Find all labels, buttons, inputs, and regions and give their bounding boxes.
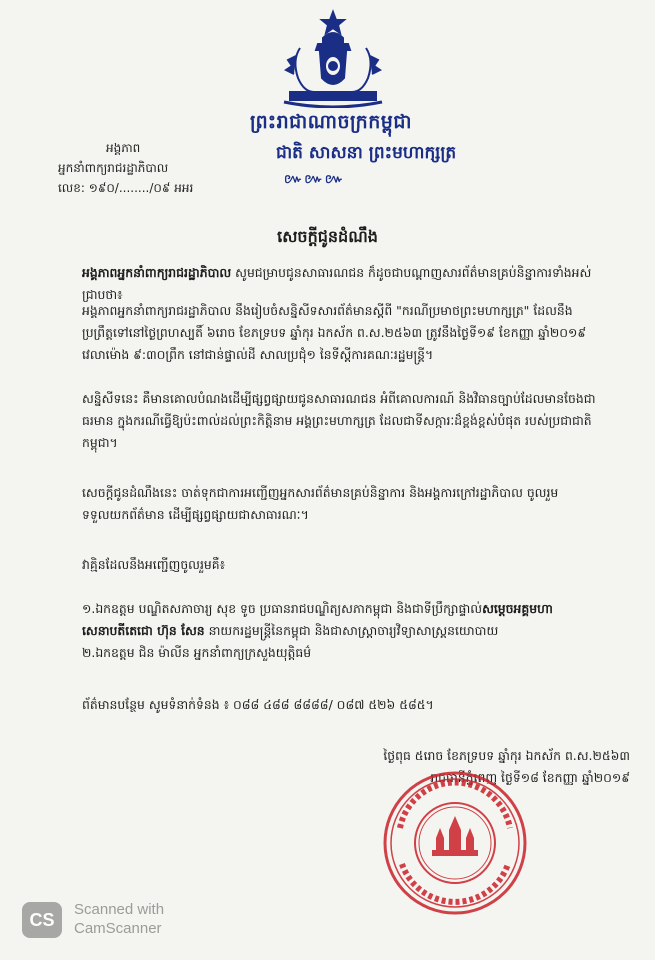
sender-institution: អង្គភាព xyxy=(106,141,141,155)
guest1-prefix: ១.ឯកឧត្តម បណ្ឌិតសភាចារ្យ សុខ ទូច ប្រធានរាជបណ្ឌិត្យសភាកម្ពុជា និងជាទីប្រឹក្សាផ្ទាល់ xyxy=(82,601,483,616)
kingdom-name: ព្រះរាជាណាចក្រកម្ពុជា xyxy=(250,111,412,133)
intro-rest: សូមជម្រាបជូនសាធារណជន ក៏ដូចជាបណ្ដាញសារព័ត៌មានគ្រប់និន្នាការទាំងអស់ជ្រាបថា៖ xyxy=(82,265,592,302)
sender-block xyxy=(58,138,193,198)
official-stamp-icon xyxy=(380,768,530,918)
watermark-line1: Scanned with xyxy=(74,901,165,918)
guest1-suffix: នាយករដ្ឋមន្ត្រីនៃកម្ពុជា និងជាសាស្ត្រាចារ្យវិទ្យាសាស្ត្រនយោបាយ xyxy=(204,623,499,638)
reference-number: ១៩០/........ xyxy=(88,181,150,195)
intro-bold-org: អង្គភាពអ្នកនាំពាក្យរាជរដ្ឋាភិបាល xyxy=(82,265,232,280)
paragraph-purpose xyxy=(82,388,602,454)
national-motto: ជាតិ សាសនា ព្រះមហាក្សត្រ xyxy=(276,143,457,163)
purpose-text: សន្និសីទនេះ គឺមានគោលបំណងដើម្បីផ្សព្វផ្សាយជូនសាធារណជន អំពីគោលការណ៍ និងវិធានច្បាប់ដែលមានចែងជាធរមាន ក្នុងករណីធ្វើឱ្យប៉ះពាល់ដល់ព្រះកិត្តិនាម អង្គព្រះមហាក្សត្រ ដែលជាទីសក្ការៈដ៏ខ្ពង់ខ្ពស់បំផុត របស់ប្រជាជាតិកម្ពុជា។ xyxy=(82,391,596,450)
paragraph-invitation xyxy=(82,482,602,526)
camscanner-logo-icon: CS xyxy=(22,902,62,938)
guests-heading: វាគ្មិនដែលនឹងអញ្ជើញចូលរួមគឺ៖ xyxy=(82,557,226,572)
solar-date: រាជធានីភ្នំពេញ ថ្ងៃទី១៨ ខែកញ្ញា ឆ្នាំ២០១៩ xyxy=(430,770,630,785)
watermark-line2: CamScanner xyxy=(74,920,162,937)
document-title: សេចក្តីជូនដំណឹង xyxy=(277,227,378,246)
reference-label: លេខ: xyxy=(58,181,85,195)
invitation-text: សេចក្ដីជូនដំណឹងនេះ ចាត់ទុកជាការអញ្ជើញអ្នកសារព័ត៌មានគ្រប់និន្នាការ និងអង្គការក្រៅរដ្ឋាភិបាល ចូលរួមទទួលយកព័ត៌មាន ដើម្បីផ្សព្វផ្សាយជាសាធារណៈ។ xyxy=(82,485,559,522)
press-conference-text: អង្គភាពអ្នកនាំពាក្យរាជរដ្ឋាភិបាល នឹងរៀបចំសន្និសីទសារព័ត៌មានស្ដីពី "ករណីប្រមាថព្រះមហាក្សត្រ" ដែលនឹងប្រព្រឹត្តទៅនៅថ្ងៃព្រហស្បតិ៍ ៦រោច ខែភទ្របទ ឆ្នាំកុរ ឯកស័ក ព.ស.២៥៦៣ ត្រូវនឹងថ្ងៃទី១៩ ខែកញ្ញា ឆ្នាំ២០១៩ វេលាម៉ោង ៩:៣០ព្រឹក នៅជាន់ផ្ទាល់ដី សាលប្រជុំ១ នៃទីស្តីការគណៈរដ្ឋមន្ត្រី។ xyxy=(82,303,587,362)
guest-item-2: ២.ឯកឧត្តម ជិន ម៉ាលីន អ្នកនាំពាក្យក្រសួងយុត្តិធម៌ xyxy=(82,645,312,660)
camscanner-text xyxy=(74,900,164,938)
guest-list xyxy=(82,598,602,664)
paragraph-press-conference xyxy=(82,300,602,366)
guest1-bold-name: សម្ដេចអគ្គមហាសេនាបតីតេជោ ហ៊ុន សែន xyxy=(82,601,553,638)
reference-line xyxy=(58,178,193,198)
sender-unit: អ្នកនាំពាក្យរាជរដ្ឋាភិបាល xyxy=(58,161,169,175)
header-ornament: ៚៚៚ xyxy=(284,172,346,187)
royal-arms-of-cambodia-icon xyxy=(278,8,388,108)
reference-suffix: អអរ xyxy=(174,181,194,195)
camscanner-watermark xyxy=(22,900,242,942)
contact-line: ព័ត៌មានបន្ថែម សូមទំនាក់ទំនង ៖ ០៨៨ ៤៨៨ ៨៨៨៨/ ០៨៧ ៥២៦ ៥៨៥។ xyxy=(82,697,434,712)
kingdom-header xyxy=(250,110,500,190)
lunar-date: ថ្ងៃពុធ ៥រោច ខែភទ្របទ ឆ្នាំកុរ ឯកស័ក ព.ស.២៥៦៣ xyxy=(383,748,630,763)
guest-item-1 xyxy=(82,598,602,642)
reference-year: /០៩ xyxy=(149,181,171,195)
